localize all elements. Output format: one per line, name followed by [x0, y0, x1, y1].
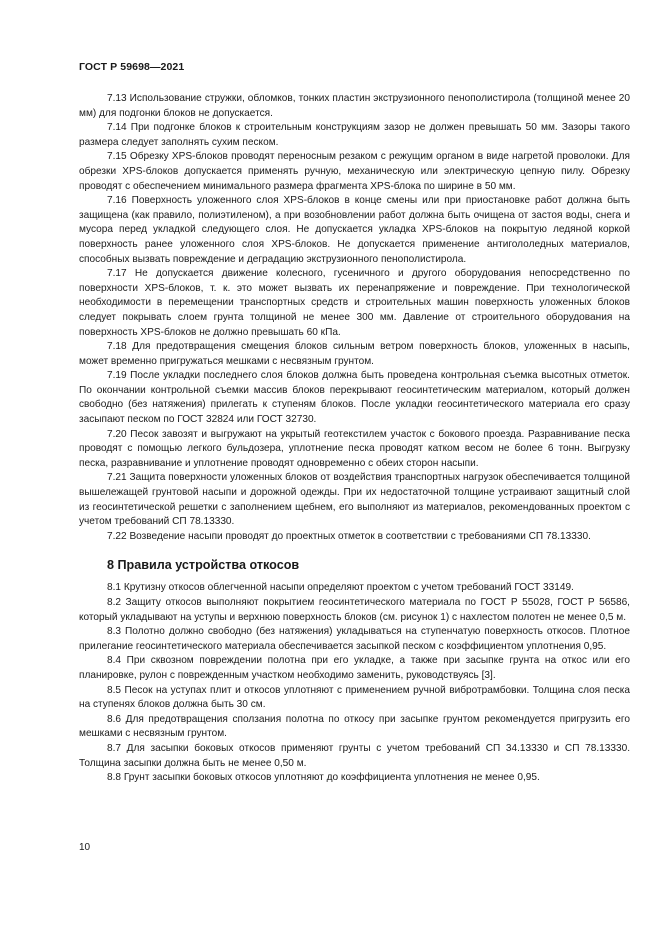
paragraph-7-13: 7.13 Использование стружки, обломков, тонких пластин экструзионного пенополистирола (толщиной менее 20 мм) для подгонки блоков не допускается.: [79, 93, 630, 119]
paragraph-7-22: 7.22 Возведение насыпи проводят до проектных отметок в соответствии с требованиями СП 78.13330.: [107, 530, 591, 542]
section-7: [79, 92, 630, 544]
paragraph-7-14: 7.14 При подгонке блоков к строительным конструкциям зазор не должен превышать 50 мм. Зазоры такого размера следует заполнять сухим песком.: [79, 122, 630, 148]
section-heading: 8 Правила устройства откосов: [107, 558, 300, 573]
paragraph-8-5: 8.5 Песок на уступах плит и откосов уплотняют с применением ручной вибротрамбовки. Толщина слоя песка на ступенях блоков должна быть 30 см.: [79, 684, 630, 711]
paragraph-7-21: 7.21 Защита поверхности уложенных блоков от воздействия транспортных нагрузок обеспечивается толщиной вышележащей грунтовой насыпи и дорожной одежды. При их недостаточной толщине устраивают защитный слой из геосинтетической решетки с заполнением щебнем, его выполняют из материалов, рекомендованных проектом с учетом требований СП 78.13330.: [79, 472, 630, 528]
paragraph-7-15: 7.15 Обрезку XPS-блоков проводят переносным резаком с режущим органом в виде нагретой проволоки. Для обрезки XPS-блоков допускается применять ручную, механическую или электрическую цепную пилу. Обрезку проводят с обеспечением минимального размера фрагмента XPS-блока по ширине в 50 мм.: [79, 151, 630, 192]
paragraph-8-4: 8.4 При сквозном повреждении полотна при его укладке, а также при засыпке грунта на откос или его планировке, рулон с поврежденным участком необходимо заменить, руководствуясь [3].: [79, 655, 630, 681]
paragraph-8-7: 8.7 Для засыпки боковых откосов применяют грунты с учетом требований СП 34.13330 и СП 78.13330. Толщина засыпки должна быть не менее 0,50 м.: [79, 742, 630, 769]
paragraph-7-17: 7.17 Не допускается движение колесного, гусеничного и другого оборудования непосредственно по поверхности XPS-блоков, т. к. это может вызвать их перенапряжение и повреждение. При технологической необходимости в перемещении транспортных средств и строительных машин поверхность уложенных блоков следует покрывать слоем грунта толщиной не менее 300 мм. Давление от строительного оборудования на поверхность XPS-блоков не должно превышать 60 кПа.: [79, 268, 630, 338]
paragraph-7-18: 7.18 Для предотвращения смещения блоков сильным ветром поверхность блоков, уложенных в насыпь, может временно пригружаться мешками с несвязным грунтом.: [79, 341, 630, 367]
paragraph-8-8: 8.8 Грунт засыпки боковых откосов уплотняют до коэффициента уплотнения не менее 0,95.: [107, 772, 540, 784]
paragraph-7-19: 7.19 После укладки последнего слоя блоков должна быть проведена контрольная съемка высотных отметок. По окончании контрольной съемки массив блоков перекрывают геосинтетическим материалом, который должен свободно (без натяжения) прилегать к ступеням блоков. После укладки геосинтетического материала его сразу засыпают песком по ГОСТ 32824 или ГОСТ 32730.: [79, 370, 630, 426]
paragraph-8-1: 8.1 Крутизну откосов облегченной насыпи определяют проектом с учетом требований ГОСТ 33149.: [107, 582, 574, 594]
paragraph-7-16: 7.16 Поверхность уложенного слоя XPS-блоков в конце смены или при приостановке работ должна быть защищена (как правило, полиэтиленом), а при возобновлении работ должна быть очищена от застоя воды, снега и мусора перед укладкой следующего слоя. Не допускается укладка XPS-блоков на покрытую ледяной коркой поверхность ранее уложенного слоя XPS-блоков. Не допускается применение антигололедных материалов, способных вызвать повреждение и деградацию экструзионного пенополистирола.: [79, 195, 630, 265]
document-body: [79, 92, 630, 786]
paragraph-8-3: 8.3 Полотно должно свободно (без натяжения) укладываться на ступенчатую поверхность откосов. Плотное прилегание геосинтетического материала обеспечивается засыпкой песком с коэффициентом уплотнения 0,95.: [79, 626, 630, 652]
section-8: [79, 557, 630, 785]
page-number: 10: [79, 842, 91, 853]
paragraph-8-2: 8.2 Защиту откосов выполняют покрытием геосинтетического материала по ГОСТ Р 55028, ГОСТ Р 56586, который укладывают на уступы и верхнюю поверхность блоков (см. рисунок 1) с нахлестом полотен не менее 0,5 м.: [79, 597, 630, 623]
document-header: ГОСТ Р 59698—2021: [79, 61, 185, 73]
paragraph-8-6: 8.6 Для предотвращения сползания полотна по откосу при засыпке грунтом рекомендуется пригрузить его мешками с несвязным грунтом.: [79, 713, 630, 740]
paragraph-7-20: 7.20 Песок завозят и выгружают на укрытый геотекстилем участок с бокового проезда. Разравнивание песка проводят с помощью легкого бульдозера, уплотнение песка проводят катком весом не более 6 тонн. Выгрузку песка, разравнивание и уплотнение проводят одновременно с обеих сторон насыпи.: [79, 428, 630, 469]
